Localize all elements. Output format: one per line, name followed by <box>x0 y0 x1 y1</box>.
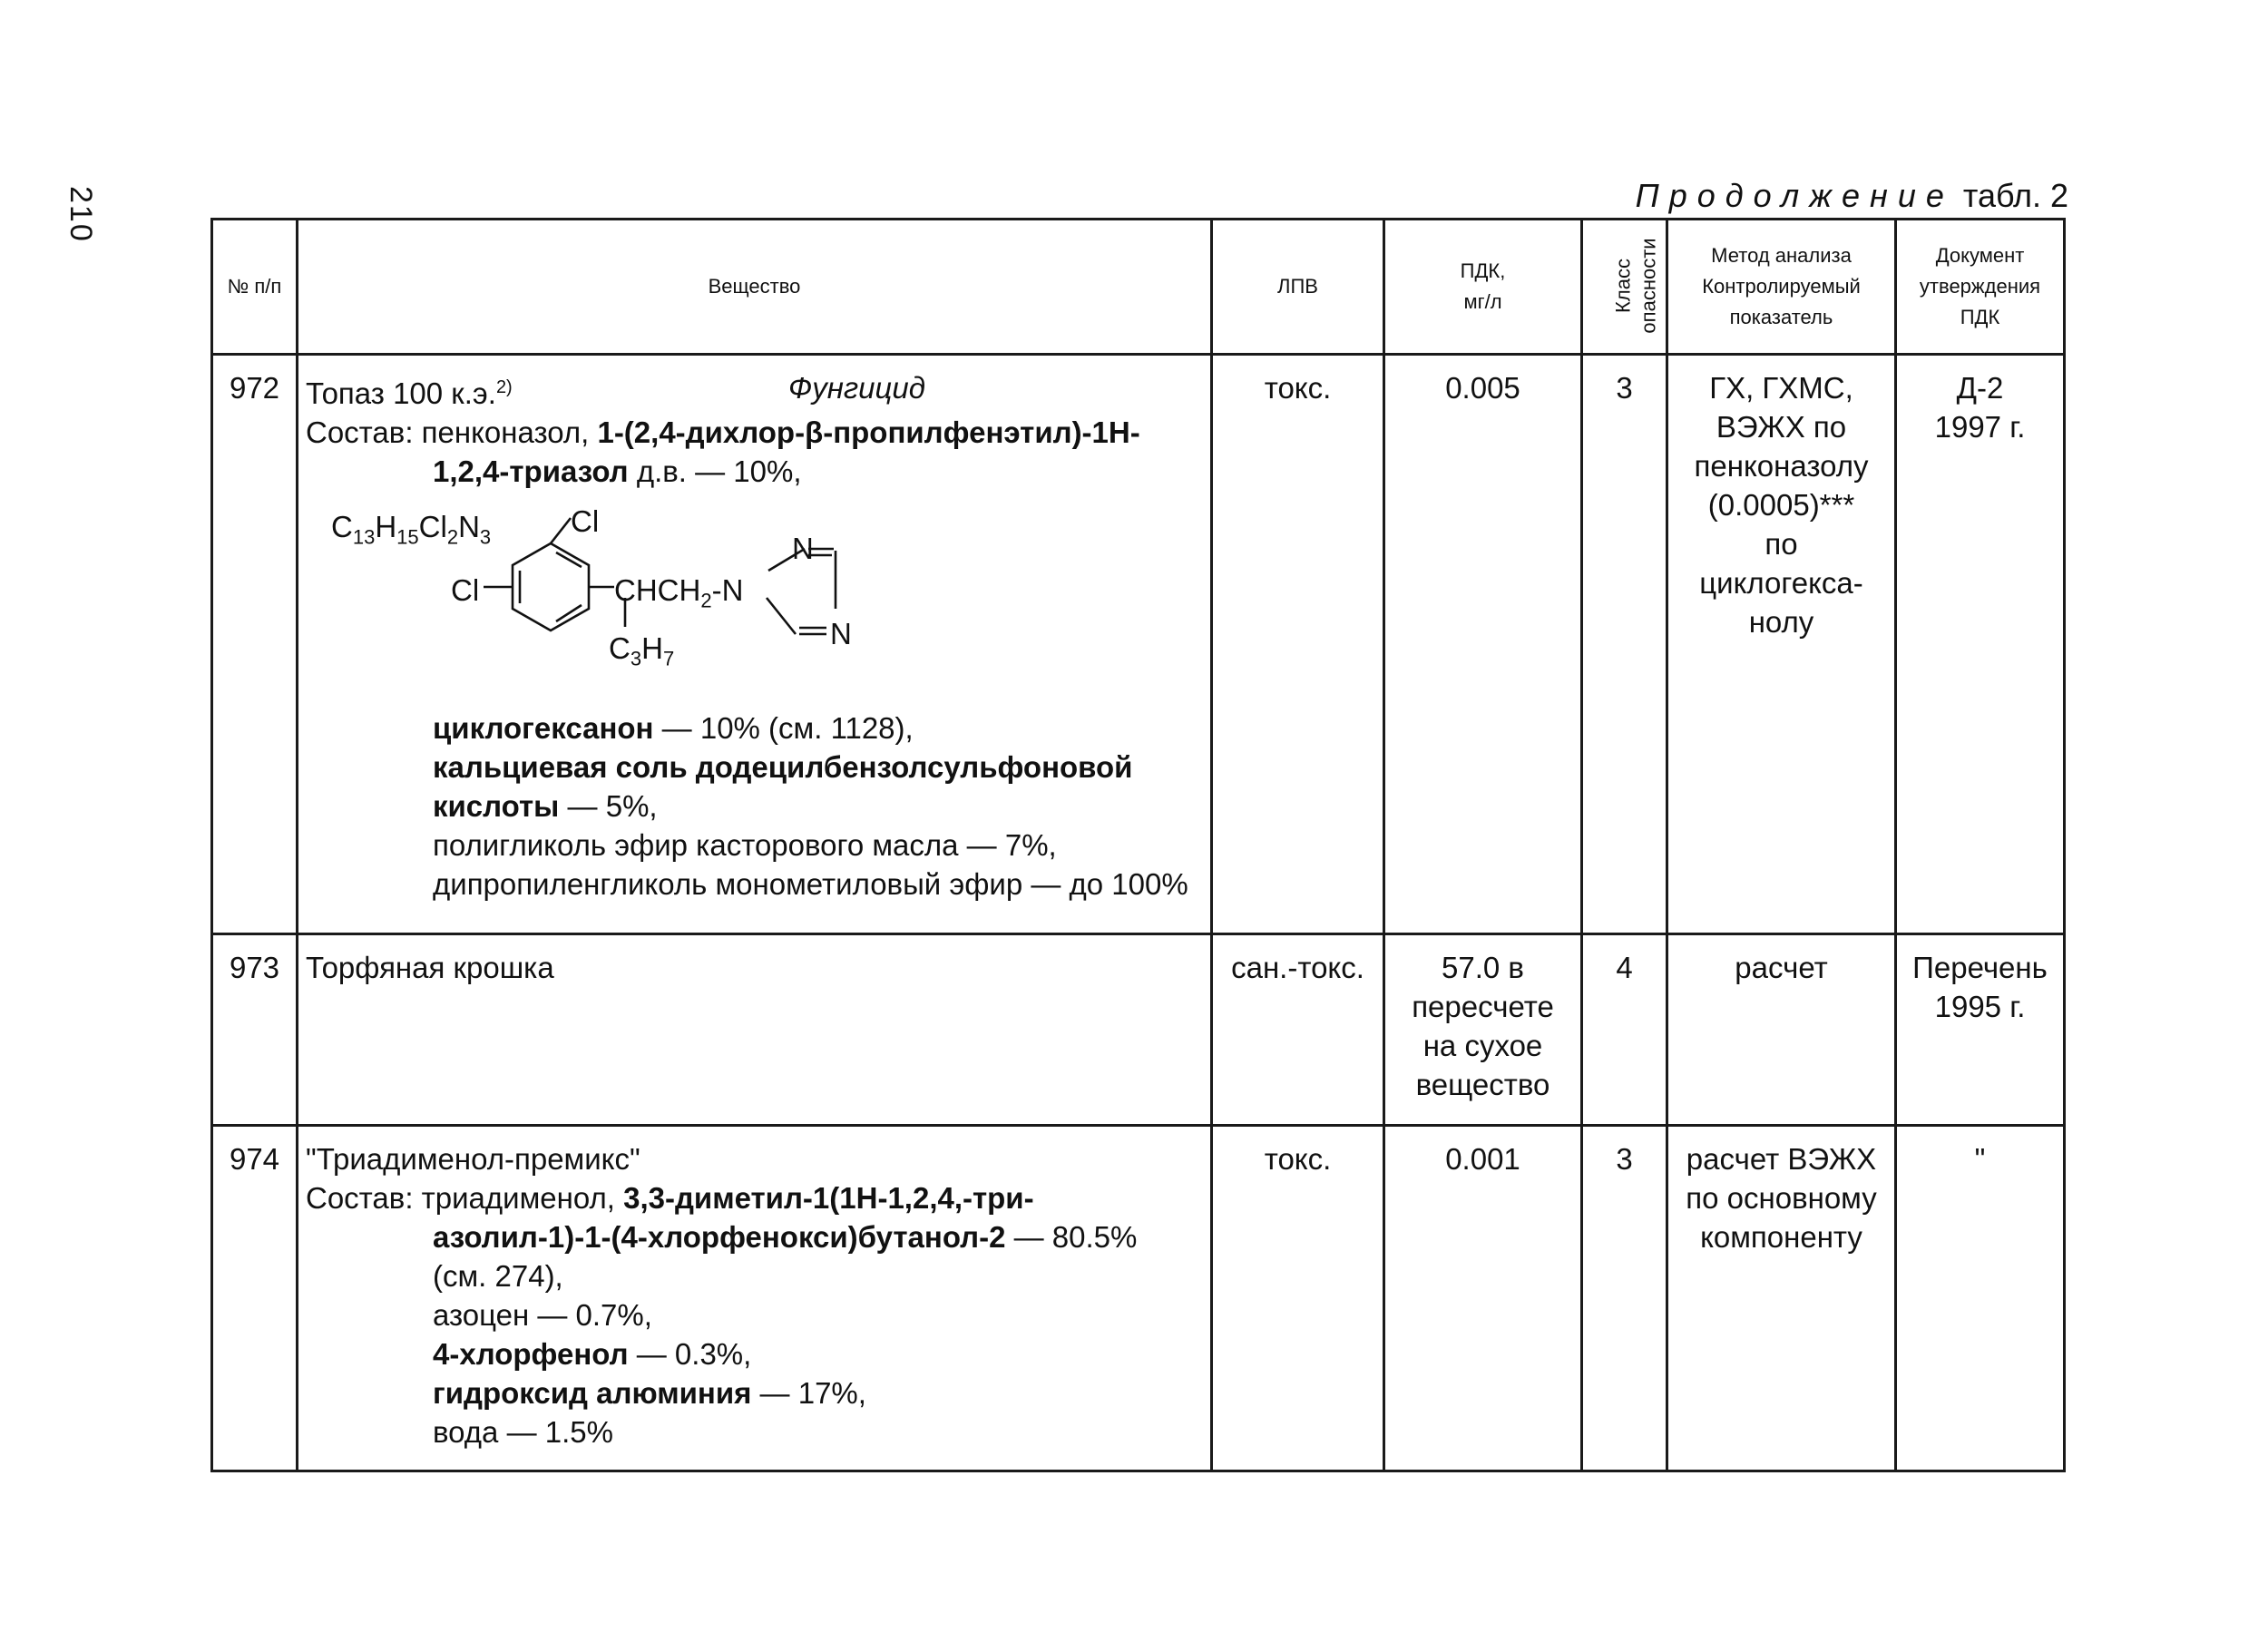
table-continuation-caption <box>1636 177 2068 215</box>
composition-text: пенконазол, <box>421 415 590 449</box>
method-line: ГХ, ГХМС, <box>1709 371 1853 405</box>
header-hazard-class-text <box>1611 238 1662 333</box>
table-row <box>212 355 2065 934</box>
composition-extra-1 <box>306 709 1203 748</box>
composition-line-7: вода — 1.5% <box>433 1415 613 1449</box>
composition-bold-text: кислоты <box>433 789 560 823</box>
header-document <box>1896 220 2065 355</box>
struct-cl-left: Cl <box>451 573 480 607</box>
pdk-line: вещество <box>1415 1068 1550 1101</box>
method-line: по <box>1765 527 1798 561</box>
pdk-cell <box>1384 934 1582 1126</box>
composition-line-3: (см. 274), <box>433 1259 563 1293</box>
method-line: по основному <box>1686 1181 1877 1215</box>
pdk-line: 57.0 в <box>1442 951 1524 984</box>
method-cell <box>1667 1126 1896 1471</box>
table-row <box>212 1126 2065 1471</box>
composition-line-1 <box>306 1178 1203 1217</box>
header-substance-text: Вещество <box>708 275 801 298</box>
struct-chain: $CHCH_2-N$ <box>614 573 744 612</box>
method-line: нолу <box>1748 605 1814 639</box>
composition-bold-text: азолил-1)-1-(4-хлорфенокси)бутанол-2 <box>433 1220 1006 1254</box>
composition-label: Состав: <box>306 415 414 449</box>
composition-line-2 <box>306 1217 1203 1256</box>
composition-extra-5: дипропиленгликоль монометиловый эфир — до 100% <box>433 867 1188 901</box>
header-class-line-2: опасности <box>1637 237 1660 334</box>
pdk-cell: 0.005 <box>1384 355 1582 934</box>
struct-n-bottom: N <box>830 617 852 650</box>
page-number: 210 <box>64 186 98 243</box>
lpv-cell: сан.-токс. <box>1212 934 1384 1126</box>
table-row <box>212 934 2065 1126</box>
composition-text: триадименол, <box>421 1181 615 1215</box>
pdk-line: пересчете <box>1412 990 1554 1023</box>
document-line: Д-2 <box>1956 371 2004 405</box>
substance-cell <box>298 934 1212 1126</box>
header-method-line-1: Метод анализа <box>1711 244 1852 267</box>
method-line: компоненту <box>1700 1220 1862 1254</box>
composition-bold-text: циклогексанон <box>433 711 654 745</box>
document-cell <box>1896 934 2065 1126</box>
composition-extra-4: полигликоль эфир касторового масла — 7%, <box>433 828 1057 862</box>
header-method-line-3: показатель <box>1729 306 1833 328</box>
header-lpv-text: ЛПВ <box>1277 275 1318 298</box>
composition-label: Состав: <box>306 1181 414 1215</box>
method-line: (0.0005)*** <box>1707 488 1855 522</box>
composition-line-4: азоцен — 0.7%, <box>433 1298 652 1332</box>
document-cell <box>1896 355 2065 934</box>
molecular-formula: $C_{13}H_{15}Cl_2N_3$ <box>331 510 492 549</box>
composition-text: — 5%, <box>567 789 658 823</box>
composition-text: — 10% (см. 1128), <box>661 711 914 745</box>
composition-line-2 <box>306 452 1203 491</box>
header-lpv <box>1212 220 1384 355</box>
header-pdk <box>1384 220 1582 355</box>
composition-bold-text: 1-(2,4-дихлор-β-пропилфенэтил)-1Н- <box>597 415 1140 449</box>
composition-extra-3 <box>306 787 1203 826</box>
composition-bold-text: 1,2,4-триазол <box>433 454 629 488</box>
continuation-label: Продолжение <box>1635 177 1954 214</box>
row-number: 973 <box>212 934 298 1126</box>
header-hazard-class <box>1582 220 1667 355</box>
lpv-cell: токс. <box>1212 1126 1384 1471</box>
hazard-class-cell: 4 <box>1582 934 1667 1126</box>
struct-propyl: $C_3H_7$ <box>609 631 675 670</box>
header-method <box>1667 220 1896 355</box>
substance-cell <box>298 1126 1212 1471</box>
header-pdk-line-1: ПДК, <box>1460 259 1506 282</box>
struct-n-top: N <box>792 532 814 565</box>
substance-name: "Триадименол-премикс" <box>306 1142 640 1176</box>
header-substance <box>298 220 1212 355</box>
document-cell: " <box>1896 1126 2065 1471</box>
composition-text: — 0.3%, <box>636 1337 752 1371</box>
composition-text: — 17%, <box>759 1376 866 1410</box>
composition-bold-text: 4-хлорфенол <box>433 1337 629 1371</box>
method-line: ВЭЖХ по <box>1716 410 1847 444</box>
pdk-line: на сухое <box>1422 1029 1543 1062</box>
row-number: 972 <box>212 355 298 934</box>
substance-footnote: 2) <box>495 377 513 397</box>
document-line: 1997 г. <box>1934 410 2026 444</box>
header-num <box>212 220 298 355</box>
header-pdk-line-2: мг/л <box>1463 290 1502 313</box>
substance-name: Торфяная крошка <box>306 951 554 984</box>
header-doc-line-3: ПДК <box>1960 306 2000 328</box>
method-cell: расчет <box>1667 934 1896 1126</box>
composition-line-1 <box>306 413 1203 452</box>
composition-line-6 <box>306 1373 1203 1412</box>
struct-cl-top: Cl <box>571 504 600 538</box>
lpv-cell: токс. <box>1212 355 1384 934</box>
header-doc-line-2: утверждения <box>1919 275 2041 298</box>
substance-name-line <box>306 368 1203 413</box>
chemical-structure <box>306 498 1203 709</box>
composition-text: д.в. — 10%, <box>636 454 802 488</box>
method-line: пенконазолу <box>1694 449 1869 483</box>
substance-category: Фунгицид <box>788 371 925 405</box>
document-line: Перечень <box>1912 951 2048 984</box>
hazard-class-cell: 3 <box>1582 355 1667 934</box>
method-line: расчет ВЭЖХ <box>1686 1142 1877 1176</box>
row-number: 974 <box>212 1126 298 1471</box>
composition-bold-text: гидроксид алюминия <box>433 1376 752 1410</box>
composition-line-5 <box>306 1334 1203 1373</box>
pdk-cell: 0.001 <box>1384 1126 1582 1471</box>
method-line: циклогекса- <box>1699 566 1863 600</box>
method-cell <box>1667 355 1896 934</box>
composition-bold-text: 3,3-диметил-1(1Н-1,2,4,-три- <box>623 1181 1034 1215</box>
substance-name: Топаз 100 к.э. <box>306 376 496 410</box>
substances-table <box>210 218 2066 1472</box>
header-method-line-2: Контролируемый <box>1702 275 1861 298</box>
continuation-table-ref: табл. 2 <box>1962 177 2068 214</box>
composition-text: — 80.5% <box>1013 1220 1138 1254</box>
composition-extra-2: кальциевая соль додецилбензолсульфоновой <box>433 750 1133 784</box>
table-header-row <box>212 220 2065 355</box>
document-line: 1995 г. <box>1934 990 2026 1023</box>
substance-cell <box>298 355 1212 934</box>
header-class-line-1: Класс <box>1611 258 1635 313</box>
header-num-text: № п/п <box>227 275 282 298</box>
header-doc-line-1: Документ <box>1935 244 2025 267</box>
hazard-class-cell: 3 <box>1582 1126 1667 1471</box>
